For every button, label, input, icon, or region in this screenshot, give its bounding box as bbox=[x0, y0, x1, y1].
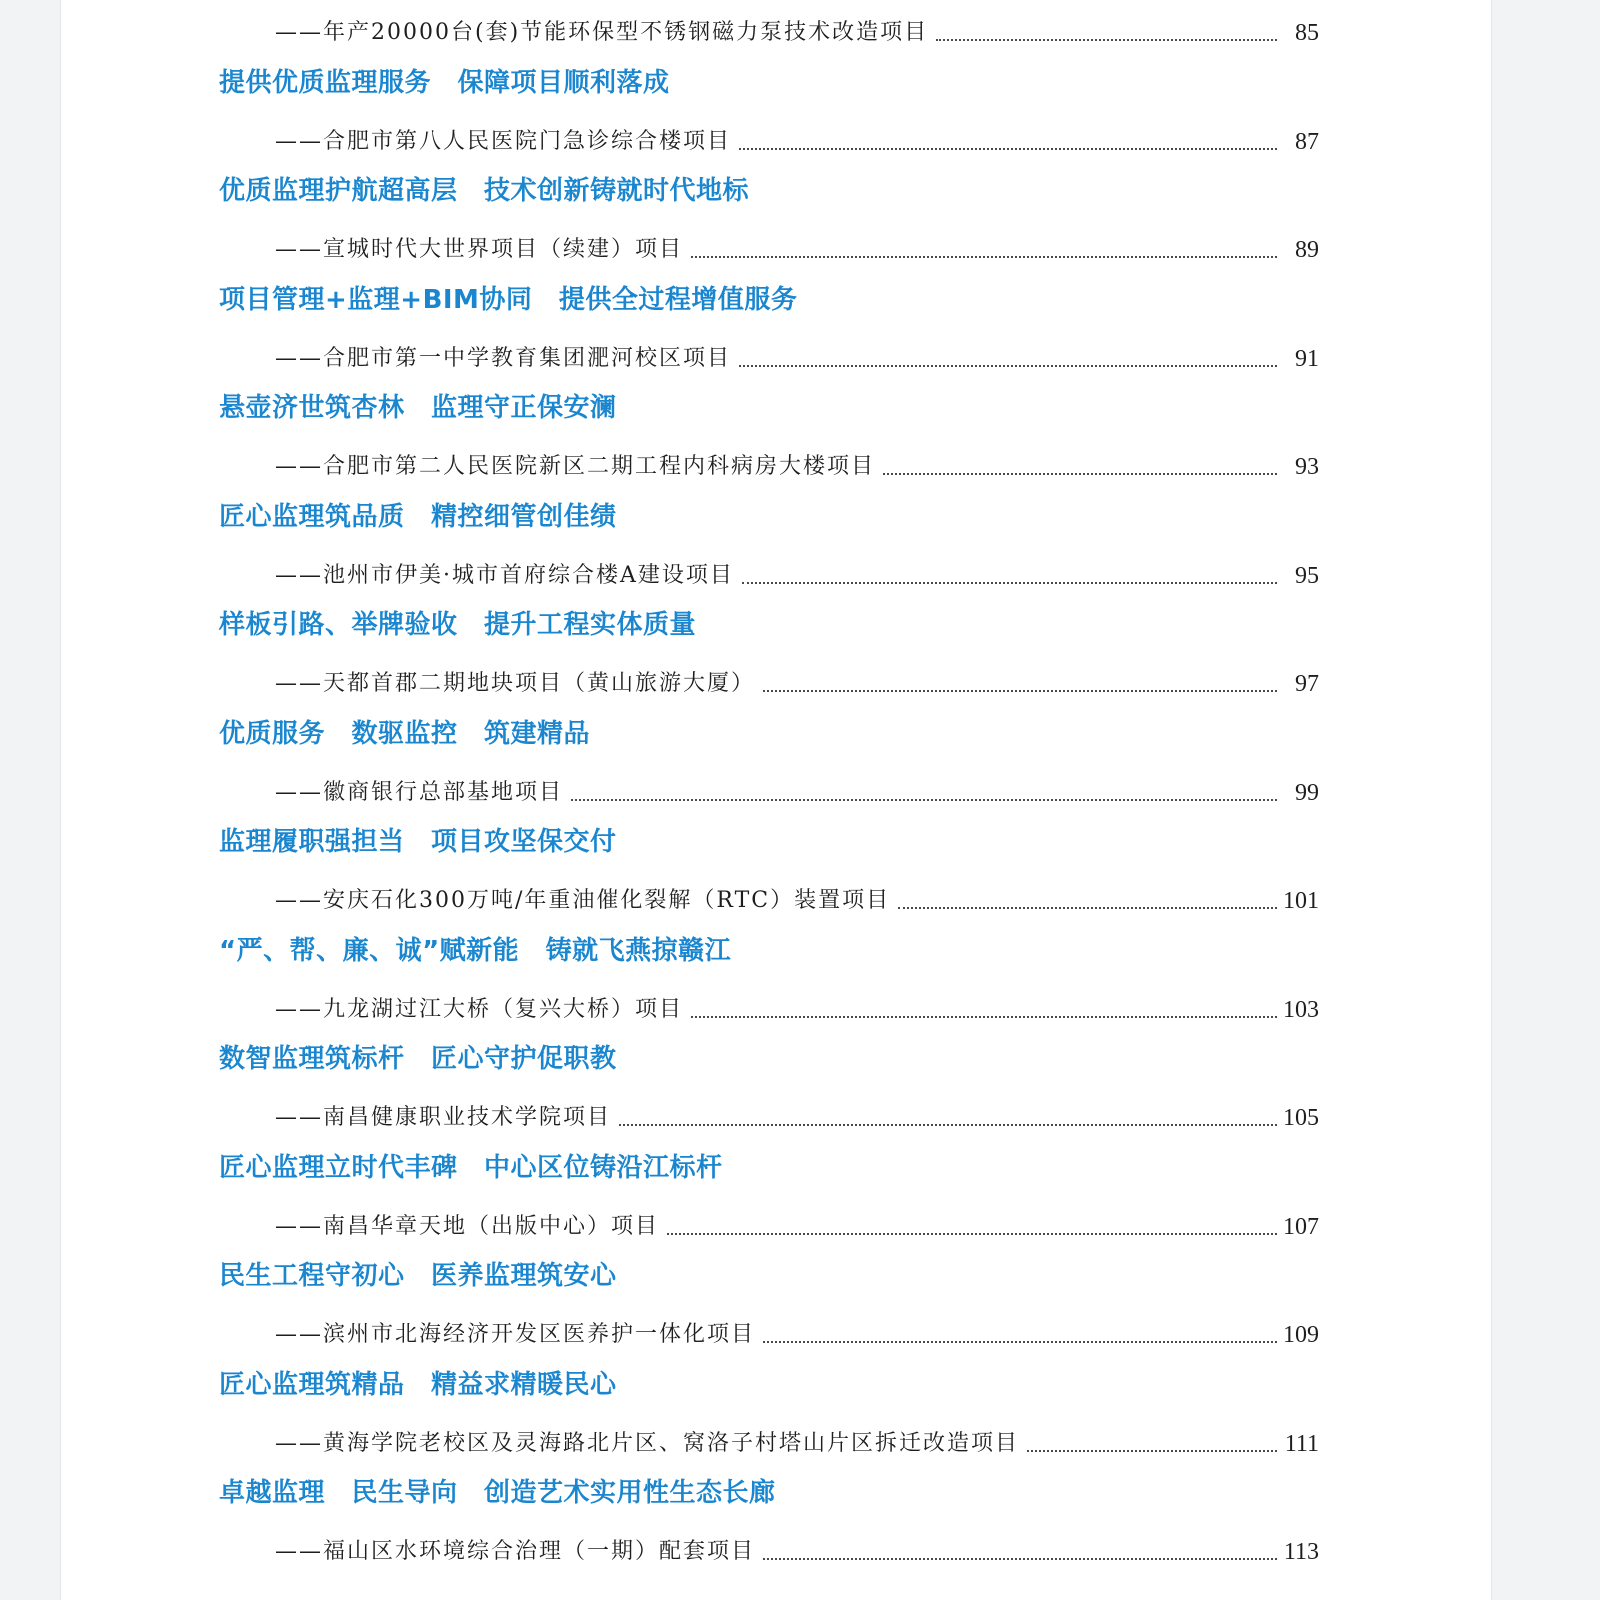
toc-entry-title[interactable]: 优质监理护航超高层 技术创新铸就时代地标 bbox=[219, 176, 750, 206]
toc-entry-row[interactable] bbox=[275, 446, 1319, 482]
toc-entry-row[interactable] bbox=[275, 1206, 1319, 1242]
toc-entry-title[interactable]: 项目管理+监理+BIM协同 提供全过程增值服务 bbox=[219, 284, 798, 315]
toc-entry-title[interactable]: 数智监理筑标杆 匠心守护促职教 bbox=[219, 1044, 617, 1074]
toc-page-number: 113 bbox=[1283, 1539, 1319, 1565]
toc-entry-subtitle: ——合肥市第二人民医院新区二期工程内科病房大楼项目 bbox=[275, 454, 876, 479]
toc-entry-title[interactable]: 匠心监理立时代丰碑 中心区位铸沿江标杆 bbox=[219, 1152, 723, 1183]
toc-entry-title[interactable]: “严、帮、廉、诚”赋新能 铸就飞燕掠赣江 bbox=[219, 935, 732, 966]
toc-entry-subtitle: ——南昌健康职业技术学院项目 bbox=[275, 1105, 612, 1130]
toc-page-number: 105 bbox=[1283, 1105, 1319, 1131]
dot-leader bbox=[1027, 1450, 1277, 1452]
toc-entry-subtitle: ——九龙湖过江大桥（复兴大桥）项目 bbox=[275, 996, 684, 1022]
toc-page-number: 89 bbox=[1295, 237, 1319, 263]
toc-page-number: 103 bbox=[1283, 996, 1319, 1023]
toc-page-number: 91 bbox=[1295, 345, 1319, 372]
toc-entry-row[interactable] bbox=[275, 772, 1319, 808]
toc-page-number: 95 bbox=[1295, 562, 1319, 589]
toc-entry-row[interactable] bbox=[275, 663, 1319, 699]
toc-entry-subtitle: ——天都首郡二期地块项目（黄山旅游大厦） bbox=[275, 671, 756, 696]
dot-leader bbox=[742, 582, 1277, 584]
toc-entry-subtitle: ——合肥市第一中学教育集团淝河校区项目 bbox=[275, 345, 732, 371]
dot-leader bbox=[667, 1233, 1277, 1235]
toc-entry-row[interactable] bbox=[275, 989, 1319, 1025]
toc-entry-title[interactable]: 悬壶济世筑杏林 监理守正保安澜 bbox=[219, 393, 617, 423]
toc-entry-row[interactable] bbox=[275, 1423, 1319, 1459]
toc-entry-row[interactable] bbox=[275, 880, 1319, 916]
dot-leader bbox=[763, 1341, 1277, 1343]
toc-entry-row[interactable] bbox=[275, 1097, 1319, 1133]
toc-entry-subtitle: ——福山区水环境综合治理（一期）配套项目 bbox=[275, 1539, 756, 1564]
toc-page-number: 99 bbox=[1295, 779, 1319, 806]
toc-entry-title[interactable]: 提供优质监理服务 保障项目顺利落成 bbox=[219, 67, 670, 98]
toc-entry-subtitle: ——年产20000台(套)节能环保型不锈钢磁力泵技术改造项目 bbox=[275, 20, 929, 45]
toc-entry-title[interactable]: 优质服务 数驱监控 筑建精品 bbox=[219, 718, 591, 749]
dot-leader bbox=[691, 256, 1277, 258]
toc-entry-row[interactable] bbox=[275, 1531, 1319, 1567]
toc-entry-row[interactable] bbox=[275, 229, 1319, 265]
dot-leader bbox=[691, 1016, 1277, 1018]
toc-entry-subtitle: ——黄海学院老校区及灵海路北片区、窝洛子村塔山片区拆迁改造项目 bbox=[275, 1430, 1020, 1456]
dot-leader bbox=[739, 148, 1277, 150]
dot-leader bbox=[898, 907, 1277, 909]
toc-page-number: 107 bbox=[1283, 1213, 1319, 1240]
dot-leader bbox=[883, 473, 1277, 475]
toc-entry-row[interactable] bbox=[275, 12, 1319, 48]
toc-entry-subtitle: ——徽商银行总部基地项目 bbox=[275, 779, 564, 805]
toc-entry-title[interactable]: 卓越监理 民生导向 创造艺术实用性生态长廊 bbox=[219, 1478, 776, 1508]
toc-page-number: 111 bbox=[1284, 1430, 1319, 1457]
dot-leader bbox=[936, 39, 1277, 41]
dot-leader bbox=[763, 1558, 1277, 1560]
dot-leader bbox=[763, 690, 1277, 692]
toc-entry-subtitle: ——滨州市北海经济开发区医养护一体化项目 bbox=[275, 1322, 756, 1347]
toc-entry-row[interactable] bbox=[275, 555, 1319, 591]
toc-entry-row[interactable] bbox=[275, 338, 1319, 374]
toc-page-number: 87 bbox=[1295, 128, 1319, 155]
toc-entry-subtitle: ——南昌华章天地（出版中心）项目 bbox=[275, 1213, 660, 1239]
toc-entry-subtitle: ——宣城时代大世界项目（续建）项目 bbox=[275, 237, 684, 262]
toc-entry-title[interactable]: 民生工程守初心 医养监理筑安心 bbox=[219, 1261, 617, 1291]
toc-page-number: 97 bbox=[1295, 671, 1319, 697]
toc-entry-row[interactable] bbox=[275, 121, 1319, 157]
toc-entry-title[interactable]: 监理履职强担当 项目攻坚保交付 bbox=[219, 827, 617, 857]
toc-entry-title[interactable]: 匠心监理筑品质 精控细管创佳绩 bbox=[219, 501, 617, 532]
dot-leader bbox=[739, 365, 1277, 367]
toc-entry-subtitle: ——安庆石化300万吨/年重油催化裂解（RTC）装置项目 bbox=[275, 888, 891, 913]
toc-page-number: 85 bbox=[1295, 20, 1319, 46]
document-page bbox=[60, 0, 1492, 1600]
toc-entry-title[interactable]: 样板引路、举牌验收 提升工程实体质量 bbox=[219, 610, 697, 640]
toc-entry-title[interactable]: 匠心监理筑精品 精益求精暖民心 bbox=[219, 1369, 617, 1400]
toc-entry-subtitle: ——合肥市第八人民医院门急诊综合楼项目 bbox=[275, 128, 732, 154]
toc-page-number: 109 bbox=[1283, 1322, 1319, 1348]
toc-entry-row[interactable] bbox=[275, 1314, 1319, 1350]
toc-entry-subtitle: ——池州市伊美·城市首府综合楼A建设项目 bbox=[275, 562, 734, 588]
dot-leader bbox=[571, 799, 1277, 801]
toc-page-number: 101 bbox=[1283, 888, 1319, 914]
toc-page-number: 93 bbox=[1295, 454, 1319, 480]
dot-leader bbox=[619, 1124, 1277, 1126]
